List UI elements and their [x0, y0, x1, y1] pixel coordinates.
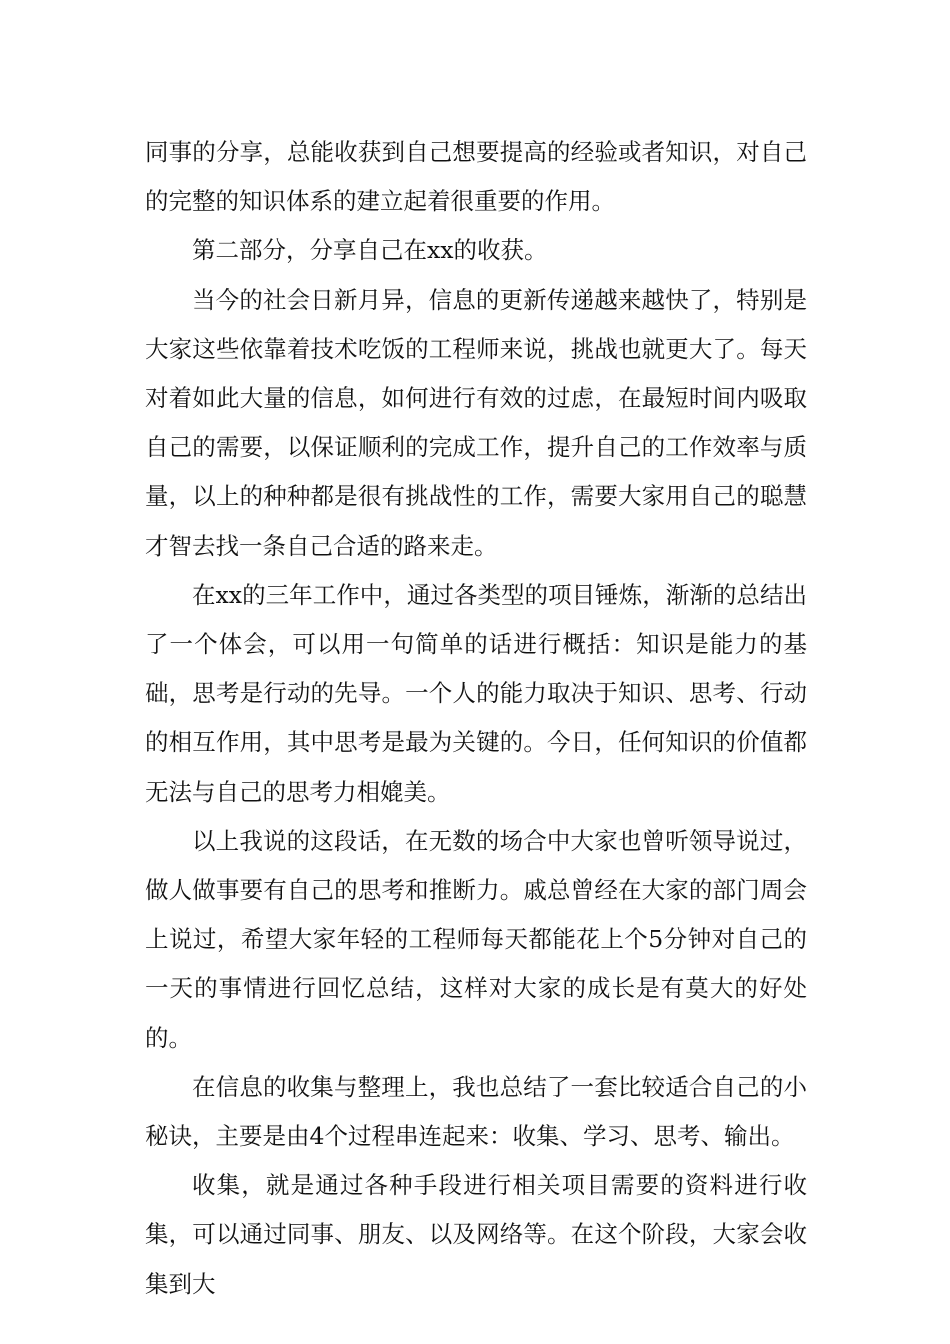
document-body — [145, 128, 807, 1309]
paragraph-section-heading: 第二部分，分享自己在xx的收获。 — [192, 236, 548, 265]
paragraph: 在xx的三年工作中，通过各类型的项目锤炼，渐渐的总结出了一个体会，可以用一句简单的话进行概括：知识是能力的基础，思考是行动的先导。一个人的能力取决于知识、思考、行动的相互作用，其中思考是最为关键的。今日，任何知识的价值都无法与自己的思考力相媲美。 — [145, 580, 807, 806]
paragraph: 在信息的收集与整理上，我也总结了一套比较适合自己的小秘诀，主要是由4个过程串连起来：收集、学习、思考、输出。 — [145, 1072, 807, 1151]
paragraph-continuation: 同事的分享，总能收获到自己想要提高的经验或者知识，对自己的完整的知识体系的建立起着很重要的作用。 — [145, 138, 807, 216]
paragraph: 当今的社会日新月异，信息的更新传递越来越快了，特别是大家这些依靠着技术吃饭的工程师来说，挑战也就更大了。每天对着如此大量的信息，如何进行有效的过虑，在最短时间内吸取自己的需要，以保证顺利的完成工作，提升自己的工作效率与质量，以上的种种都是很有挑战性的工作，需要大家用自己的聪慧才智去找一条自己合适的路来走。 — [145, 285, 807, 560]
paragraph: 以上我说的这段话，在无数的场合中大家也曾听领导说过，做人做事要有自己的思考和推断力。戚总曾经在大家的部门周会上说过，希望大家年轻的工程师每天都能花上个5分钟对自己的一天的事情进行回忆总结，这样对大家的成长是有莫大的好处的。 — [145, 826, 807, 1052]
paragraph: 收集，就是通过各种手段进行相关项目需要的资料进行收集，可以通过同事、朋友、以及网络等。在这个阶段，大家会收集到大 — [145, 1171, 807, 1298]
